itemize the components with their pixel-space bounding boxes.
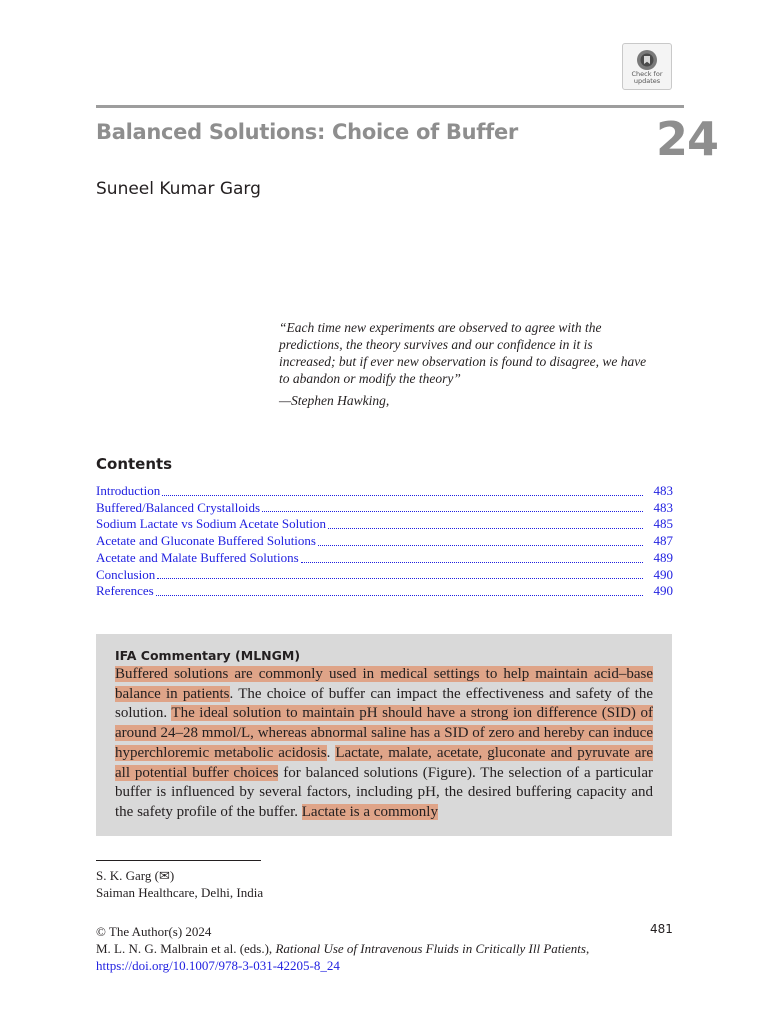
chapter-title: Balanced Solutions: Choice of Buffer [96,120,518,144]
toc-leader [262,510,643,512]
toc-entry-title[interactable]: Acetate and Malate Buffered Solutions [96,549,299,565]
toc-leader [318,544,643,546]
toc-entry-title[interactable]: Buffered/Balanced Crystalloids [96,499,261,515]
affiliation-footnote [96,867,263,901]
toc-entry-title[interactable]: Introduction [96,483,161,498]
toc-entry-title[interactable]: Conclusion [96,566,156,582]
table-of-contents [96,483,673,600]
highlighted-text: Lactate is a commonly [301,803,438,820]
toc-entry[interactable] [96,516,673,533]
commentary-heading: IFA Commentary (MLNGM) [115,648,301,663]
copyright-line: © The Author(s) 2024 [96,924,212,939]
body-text: . The choice of buffer can impact the effectiveness and safety of the solution. [115,685,654,722]
epigraph-quote: “Each time new experiments are observed to agree with the predictions, the theory survives and our confidence in it is increased; but if ever new observation is found to disagree, we have to abandon or modify the theory” [279,320,647,386]
book-title: Rational Use of Intravenous Fluids in Critically Ill Patients [275,941,586,956]
toc-entry-page[interactable]: 490 [653,566,673,582]
footnote-author: S. K. Garg (✉) [96,868,175,883]
check-for-updates-badge[interactable] [622,43,672,90]
copyright-block [96,923,636,974]
commentary-text [115,665,653,823]
toc-leader [162,494,643,496]
badge-line-2: updates [633,77,661,85]
toc-entry-page[interactable]: 487 [653,533,673,549]
toc-entry-page[interactable]: 483 [653,483,673,498]
toc-entry[interactable] [96,550,673,567]
badge-line-1: Check for [631,70,663,78]
toc-entry-title[interactable]: Acetate and Gluconate Buffered Solutions [96,533,316,549]
toc-entry-page[interactable]: 483 [653,499,673,515]
toc-leader [157,577,643,579]
epigraph-attribution: —Stephen Hawking, [279,393,390,408]
contents-heading: Contents [96,455,173,473]
footnote-affiliation: Saiman Healthcare, Delhi, India [96,885,264,900]
body-text: for balanced solutions (Figure). The selection of a particular buffer is influenced by several factors, including pH, the desired buffering capacity and the safety profile of the buffer. [115,764,653,820]
highlighted-text: Lactate, malate, acetate, gluconate and pyruvate are all potential buffer choices [115,744,654,781]
toc-leader [156,594,643,596]
toc-entry-page[interactable]: 489 [653,549,673,565]
toc-entry[interactable] [96,567,673,584]
toc-leader [301,561,643,563]
header-rule [96,105,684,108]
bookmark-icon [636,49,658,71]
citation-separator: , [585,941,590,956]
toc-entry[interactable] [96,583,673,600]
chapter-number: 24 [656,112,719,166]
author-name: Suneel Kumar Garg [96,179,261,199]
doi-link[interactable]: https://doi.org/10.1007/978-3-031-42205-8_24 [96,958,340,973]
toc-entry-page[interactable]: 485 [653,516,673,532]
footnote-rule [96,860,261,861]
toc-entry[interactable] [96,500,673,517]
epigraph [279,319,649,409]
highlighted-text: Buffered solutions are commonly used in medical settings to help maintain acid–base balance in patients [115,666,653,702]
toc-entry-title[interactable]: Sodium Lactate vs Sodium Acetate Solution [96,516,327,532]
citation [96,940,636,974]
commentary-box [96,634,672,836]
highlighted-text: The ideal solution to maintain pH should have a strong ion difference (SID) of around 24–28 mmol/L, whereas abnormal saline has a SID of zero and hereby can induce hyperchloremic metabolic acidosis [115,705,654,761]
citation-editors: M. L. N. G. Malbrain et al. (eds.), [96,941,276,956]
toc-leader [328,527,643,529]
page-number: 481 [650,922,673,936]
toc-entry-title[interactable]: References [96,583,154,599]
body-text: . [326,744,336,761]
toc-entry[interactable] [96,533,673,550]
toc-entry[interactable] [96,483,673,500]
toc-entry-page[interactable]: 490 [653,583,673,599]
